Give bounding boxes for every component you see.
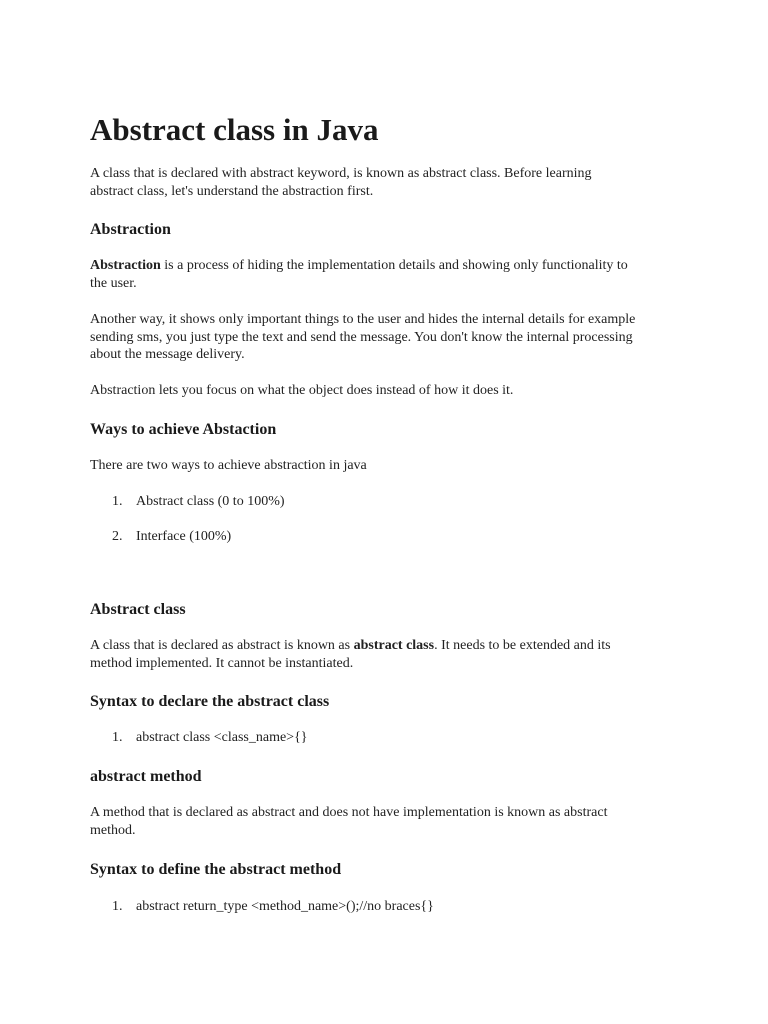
abstraction-p2-line-1: Another way, it shows only important things to the user and hides the internal details for example [90, 312, 636, 327]
abstract-class-post: . It needs to be extended and its [434, 638, 611, 653]
intro-line-1: A class that is declared with abstract keyword, is known as abstract class. Before learning [90, 166, 592, 181]
list-number: 1. [112, 494, 123, 509]
page-title: Abstract class in Java [90, 112, 379, 147]
list-item-text: Abstract class (0 to 100%) [136, 494, 285, 509]
abstraction-term-bold: Abstraction [90, 258, 161, 273]
abstraction-p1-line-1 [90, 257, 628, 275]
ways-intro: There are two ways to achieve abstraction in java [90, 458, 367, 473]
abstraction-p1-rest: is a process of hiding the implementation details and showing only functionality to [160, 258, 628, 273]
list-number: 1. [112, 899, 123, 914]
abstract-class-line-1 [90, 637, 611, 655]
list-item [112, 493, 285, 511]
abstract-method-line-1: A method that is declared as abstract and does not have implementation is known as abstract [90, 805, 608, 820]
heading-abstract-method: abstract method [90, 768, 202, 785]
heading-ways: Ways to achieve Abstaction [90, 421, 277, 438]
heading-syntax-method: Syntax to define the abstract method [90, 861, 342, 878]
abstraction-p2-line-3: about the message delivery. [90, 347, 245, 362]
abstract-method-line-2: method. [90, 823, 136, 838]
code-line: abstract return_type <method_name>();//no braces{} [136, 899, 434, 914]
heading-abstract-class: Abstract class [90, 601, 186, 618]
list-item [112, 729, 308, 747]
intro-line-2: abstract class, let's understand the abstraction first. [90, 184, 374, 199]
list-number: 2. [112, 529, 123, 544]
abstraction-p2-line-2: sending sms, you just type the text and send the message. You don't know the internal processing [90, 330, 633, 345]
list-item [112, 898, 434, 916]
abstraction-p3: Abstraction lets you focus on what the object does instead of how it does it. [90, 383, 514, 398]
abstract-class-line-2: method implemented. It cannot be instantiated. [90, 656, 354, 671]
code-line: abstract class <class_name>{} [136, 730, 308, 745]
list-item [112, 528, 231, 546]
abstract-class-pre: A class that is declared as abstract is known as [90, 638, 354, 653]
list-item-text: Interface (100%) [136, 529, 232, 544]
abstraction-p1-line-2: the user. [90, 276, 137, 291]
list-number: 1. [112, 730, 123, 745]
heading-abstraction: Abstraction [90, 221, 171, 238]
heading-syntax-class: Syntax to declare the abstract class [90, 693, 330, 710]
abstract-class-term-bold: abstract class [353, 638, 435, 653]
